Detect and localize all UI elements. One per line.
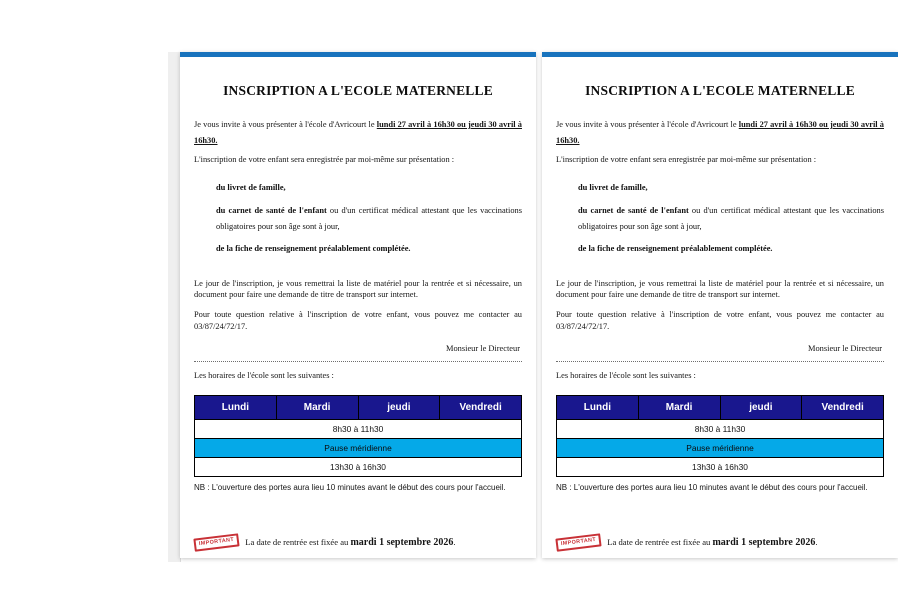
schedule-intro: Les horaires de l'école sont les suivantes : <box>556 371 696 381</box>
body-paragraph: Le jour de l'inscription, je vous remettrai la liste de matériel pour la rentrée et si nécessaire, un document pour faire une demande de titre de transport sur internet. <box>194 278 522 300</box>
schedule-body <box>195 420 522 477</box>
page-content <box>542 57 898 558</box>
footer-text <box>607 537 817 548</box>
footer-date: mardi 1 septembre 2026 <box>712 537 816 549</box>
schedule-body <box>557 420 884 477</box>
intro-lead: Je vous invite à vous présenter à l'école d'Avricourt le <box>194 120 377 129</box>
spacer <box>194 170 522 180</box>
nb-note: NB : L'ouverture des portes aura lieu 10 minutes avant le début des cours pour l'accueil. <box>556 483 868 493</box>
schedule-afternoon-slot: 13h30 à 16h30 <box>557 458 884 477</box>
table-row <box>557 458 884 477</box>
schedule-column-lundi: Lundi <box>557 396 639 420</box>
document-preview-viewport[interactable] <box>168 52 884 562</box>
registration-paragraph: L'inscription de votre enfant sera enregistrée par moi-même sur présentation : <box>194 154 455 164</box>
table-row <box>195 420 522 439</box>
requirement-rest: ou d'un certificat médical attestant que les vaccinations obligatoires pour son âge sont à jour, <box>578 205 884 231</box>
footer-text-before: La date de rentrée est fixée au <box>245 537 351 548</box>
requirement-item <box>556 241 884 257</box>
registration-paragraph: L'inscription de votre enfant sera enregistrée par moi-même sur présentation : <box>556 154 817 164</box>
schedule-column-vendredi: Vendredi <box>440 396 522 420</box>
intro-highlight-dates: lundi 27 avril à 16h30 ou jeudi 30 avril à 16h30. <box>556 120 884 146</box>
schedule-column-jeudi: jeudi <box>358 396 440 420</box>
dotted-divider <box>556 361 884 362</box>
schedule-morning-slot: 8h30 à 11h30 <box>557 420 884 439</box>
requirement-item <box>194 203 522 236</box>
requirement-bold: du livret de famille, <box>216 183 286 193</box>
requirement-bold: du livret de famille, <box>578 183 648 193</box>
requirement-bold: du carnet de santé de l'enfant <box>578 205 689 215</box>
document-page-next[interactable] <box>542 52 898 558</box>
requirement-item <box>194 180 522 196</box>
table-row <box>557 439 884 458</box>
footer-text-after: . <box>815 537 818 548</box>
intro-paragraph <box>556 117 884 150</box>
table-header-row <box>195 396 522 420</box>
spacer <box>194 264 522 278</box>
page-title: INSCRIPTION A L'ECOLE MATERNELLE <box>223 83 493 98</box>
schedule-column-lundi: Lundi <box>195 396 277 420</box>
schedule-lunch-break: Pause méridienne <box>195 439 522 458</box>
table-row <box>557 420 884 439</box>
schedule-column-jeudi: jeudi <box>720 396 802 420</box>
requirement-item <box>194 241 522 257</box>
schedule-intro: Les horaires de l'école sont les suivantes : <box>194 371 334 381</box>
schedule-column-vendredi: Vendredi <box>802 396 884 420</box>
schedule-header <box>557 396 884 420</box>
intro-highlight-dates: lundi 27 avril à 16h30 ou jeudi 30 avril à 16h30. <box>194 120 522 146</box>
intro-paragraph <box>194 117 522 150</box>
schedule-column-mardi: Mardi <box>638 396 720 420</box>
signature-line: Monsieur le Directeur <box>808 344 882 354</box>
schedule-table <box>556 395 884 477</box>
page-title: INSCRIPTION A L'ECOLE MATERNELLE <box>585 83 855 98</box>
footer-important-row <box>194 536 522 549</box>
requirement-item <box>556 203 884 236</box>
signature-line: Monsieur le Directeur <box>446 344 520 354</box>
dotted-divider <box>194 361 522 362</box>
footer-important-row <box>556 536 884 549</box>
footer-text-before: La date de rentrée est fixée au <box>607 537 713 548</box>
intro-lead: Je vous invite à vous présenter à l'école d'Avricourt le <box>556 120 739 129</box>
schedule-column-mardi: Mardi <box>276 396 358 420</box>
requirement-item <box>556 180 884 196</box>
spacer <box>556 264 884 278</box>
body-paragraph: Le jour de l'inscription, je vous remettrai la liste de matériel pour la rentrée et si nécessaire, un document pour faire une demande de titre de transport sur internet. <box>556 278 884 300</box>
table-row <box>195 439 522 458</box>
important-stamp-icon: IMPORTANT <box>555 533 602 552</box>
body-paragraph: Pour toute question relative à l'inscription de votre enfant, vous pouvez me contacter au 03/87/24/72/17. <box>194 310 522 331</box>
nb-note: NB : L'ouverture des portes aura lieu 10 minutes avant le début des cours pour l'accueil. <box>194 483 506 493</box>
table-header-row <box>557 396 884 420</box>
requirement-bold: du carnet de santé de l'enfant <box>216 205 327 215</box>
body-paragraph: Pour toute question relative à l'inscription de votre enfant, vous pouvez me contacter au 03/87/24/72/17. <box>556 310 884 331</box>
footer-text <box>245 537 455 548</box>
requirement-bold: de la fiche de renseignement préalablement complétée. <box>578 244 773 254</box>
footer-text-after: . <box>453 537 456 548</box>
schedule-morning-slot: 8h30 à 11h30 <box>195 420 522 439</box>
schedule-afternoon-slot: 13h30 à 16h30 <box>195 458 522 477</box>
footer-date: mardi 1 septembre 2026 <box>350 537 454 549</box>
schedule-table <box>194 395 522 477</box>
page-content <box>180 57 536 558</box>
schedule-header <box>195 396 522 420</box>
document-page[interactable] <box>180 52 536 558</box>
requirement-rest: ou d'un certificat médical attestant que les vaccinations obligatoires pour son âge sont à jour, <box>216 205 522 231</box>
spacer <box>556 170 884 180</box>
schedule-lunch-break: Pause méridienne <box>557 439 884 458</box>
requirement-bold: de la fiche de renseignement préalablement complétée. <box>216 244 411 254</box>
important-stamp-icon: IMPORTANT <box>193 533 240 552</box>
table-row <box>195 458 522 477</box>
